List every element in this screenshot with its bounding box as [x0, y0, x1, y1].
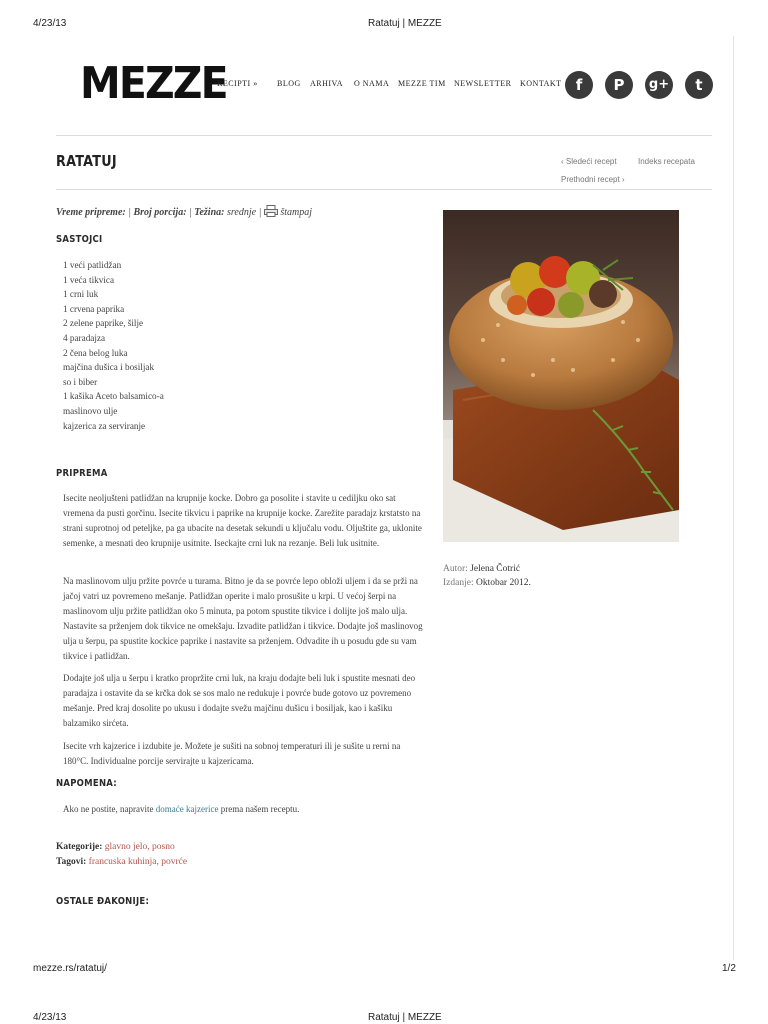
other-dishes-heading: OSTALE ĐAKONIJE: — [56, 896, 150, 907]
list-item: maslinovo ulje — [63, 405, 118, 416]
print-date: 4/23/13 — [33, 18, 67, 29]
preparation-paragraph-1: Isecite neoljušteni patlidžan na krupnije kocke. Dobro ga posolite i stavite u cedilјku oko sat vremena da pusti gorčinu. Isecite tikvicu i paprike na krupnije kocke. Zarežite paradajz krstatsto na strani suprotnoj od peteljke, pa ga ubacite na desetak sekundi u ključalu vodu. Oljuštite ga, uklonite semenke, a mesnati deo krupnije usitnite. Iseckajte crni luk na rezanje. Beli luk usitnite. — [63, 493, 422, 548]
page-title: RATATUJ — [56, 152, 117, 170]
nav-item-blog[interactable]: BLOG — [277, 79, 301, 88]
site-logo[interactable]: MEZZE — [80, 58, 227, 109]
print-link[interactable] — [264, 207, 312, 218]
taxonomy — [56, 840, 187, 870]
difficulty-value: srednje — [226, 207, 257, 218]
nav-item-o-nama[interactable]: O NAMA — [354, 79, 390, 88]
preparation-paragraph-4: Isecite vrh kajzerice i izdubite je. Možete je sušiti na sobnoj temperaturi ili je sušite u rerni na 180°C. Individualne porcije servirajte u kajzericama. — [63, 741, 401, 766]
print-url: mezze.rs/ratatuj/ — [33, 963, 107, 974]
next-recipe-link[interactable] — [561, 157, 617, 166]
categories-links[interactable]: glavno jelo, posno — [104, 842, 175, 852]
next-page-title: Ratatuj | MEZZE — [368, 1012, 442, 1023]
previous-recipe-link[interactable] — [561, 175, 625, 184]
list-item: 4 paradajza — [63, 332, 106, 343]
list-item: so i biber — [63, 376, 98, 387]
list-item: 1 veći patlidžan — [63, 260, 122, 270]
list-item: majčina dušica i bosiljak — [63, 362, 155, 373]
printer-icon — [264, 205, 278, 217]
list-item: 1 crvena paprika — [63, 303, 125, 314]
next-recipe-label: Sledeći recept — [565, 157, 617, 166]
twitter-icon[interactable]: t — [685, 71, 713, 99]
nav-item-newsletter[interactable]: NEWSLETTER — [454, 79, 512, 88]
author-label: Autor: — [443, 564, 468, 574]
chevron-right-icon: › — [619, 175, 625, 184]
list-item: 1 crni luk — [63, 289, 99, 300]
ingredients-list — [63, 258, 164, 433]
recipe-meta: Vreme pripreme: | Broj porcija: | Težina: srednje | štampaj — [56, 207, 312, 218]
pinterest-icon[interactable]: P — [605, 71, 633, 99]
print-page-number: 1/2 — [722, 963, 736, 974]
nav-item-mezze-tim[interactable]: MEZZE TIM — [398, 79, 446, 88]
google-plus-icon[interactable]: g+ — [645, 71, 673, 99]
nav-item-recepti[interactable]: RECIPTI » — [217, 79, 258, 88]
note-text — [63, 802, 423, 817]
preparation-paragraph-3: Dodajte još ulja u šerpu i kratko propržite crni luk, na kraju dodajte beli luk i spustite mesnati deo paradajza i ostavite da se krčka dok se sos malo ne redukuje i povrće bude gotovo uz povremeno mešanje. Pred kraj dosolite po ukusu i dodajte svežu majčinu dušicu i bosiljak, kao i kašiku balzamiko sirćeta. — [63, 673, 416, 728]
nav-item-arhiva[interactable]: ARHIVA — [310, 79, 344, 88]
facebook-icon[interactable]: f — [565, 71, 593, 99]
list-item: 2 čena belog luka — [63, 347, 128, 358]
next-page-date: 4/23/13 — [33, 1012, 67, 1023]
main-nav — [217, 79, 564, 88]
kajzerice-recipe-link[interactable]: domaće kajzerice — [155, 804, 219, 814]
recipe-index-link[interactable]: Indeks recepata — [638, 157, 695, 166]
nav-item-kontakt[interactable]: KONTAKT — [520, 79, 562, 88]
prep-time-label: Vreme pripreme: — [56, 207, 126, 218]
note-heading: NAPOMENA: — [56, 778, 117, 789]
ingredients-heading: SASTOJCI — [56, 234, 103, 245]
list-item: 2 zelene paprike, šilje — [63, 318, 144, 329]
tags-label: Tagovi: — [56, 857, 87, 867]
list-item: 1 veća tikvica — [63, 274, 115, 285]
page-edge-line — [733, 36, 734, 960]
portions-label: Broj porcija: — [133, 207, 187, 218]
tags-links[interactable]: francuska kuhinja, povrće — [88, 857, 188, 867]
published-date: Oktobar 2012. — [475, 578, 531, 588]
chevron-left-icon: ‹ — [561, 157, 566, 166]
list-item: kajzerica za serviranje — [63, 420, 146, 431]
header-divider — [56, 135, 712, 136]
preparation-paragraph-2: Na maslinovom ulju pržite povrće u turama. Bitno je da se povrće lepo obloži uljem i da se prži na jačoj vatri uz povremeno mešanje. Patlidžan operite i malo prosušite u krpi. U većoj šerpi na maslinovom ulju pržite patlidžan oko 5 minuta, pa potom spustite tikvice i dolijte još malo ulja. Nastavite sa prženjem dok tikvice ne omekšaju. Izvadite patlidžan i tikvice. Dodajte još maslinovog ulja u šerpu, pa spustite kockice paprike i nastavite sa prženjem. Odvadite ih u posudu gde su vam tikvice i patlidžan. — [63, 576, 423, 661]
print-title: Ratatuj | MEZZE — [368, 18, 442, 29]
print-label: štampaj — [280, 207, 312, 218]
author-name: Jelena Čotrić — [470, 564, 521, 574]
difficulty-label: Težina: — [194, 207, 225, 218]
categories-label: Kategorije: — [56, 842, 103, 852]
title-divider — [56, 189, 712, 190]
note-text-start: Ako ne postite, napravite — [63, 804, 154, 814]
author-info — [443, 562, 531, 590]
list-item: 1 kašika Aceto balsamico-a — [63, 391, 164, 402]
preparation-heading: PRIPREMA — [56, 468, 108, 479]
note-text-end: prema našem receptu. — [220, 804, 300, 814]
previous-recipe-label: Prethodni recept — [561, 175, 620, 184]
published-label: Izdanje: — [443, 578, 474, 588]
ratatouille-photo — [443, 210, 679, 542]
